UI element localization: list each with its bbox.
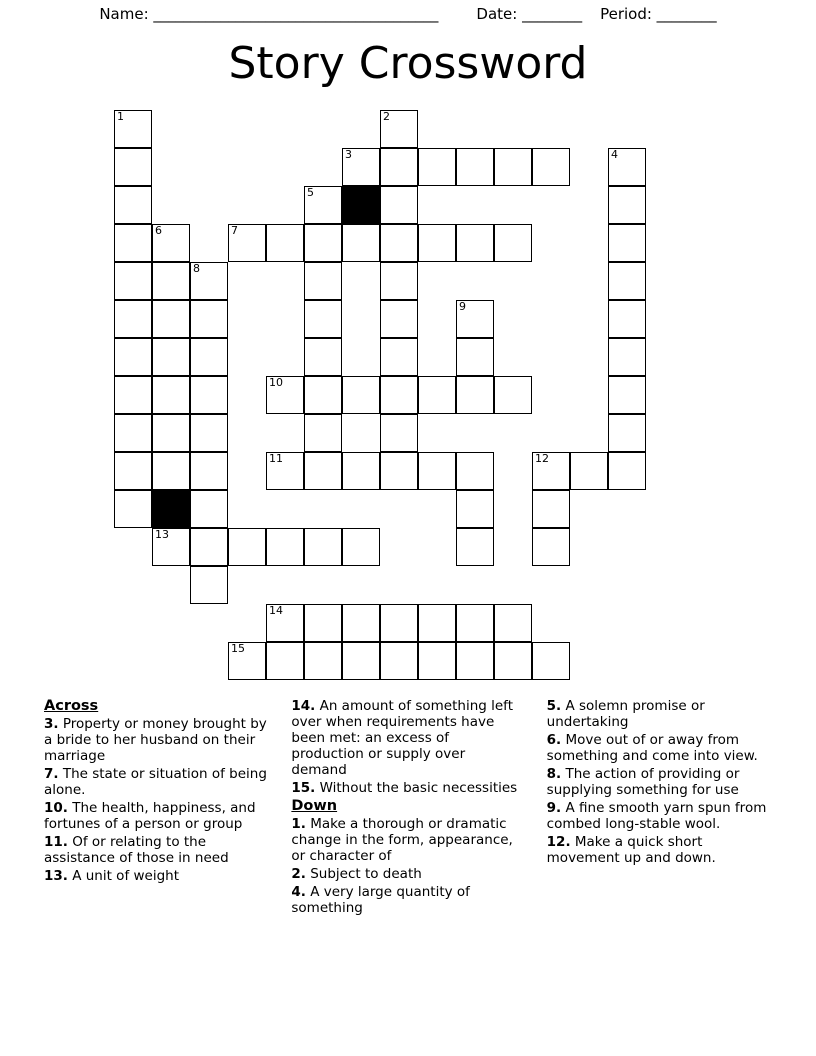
grid-cell[interactable] [152,262,190,300]
grid-cell[interactable] [114,338,152,376]
grid-cell-number: 9 [459,300,466,313]
clue-text: The health, happiness, and fortunes of a person or group [44,800,256,832]
clue-item [44,766,269,798]
grid-cell[interactable] [456,490,494,528]
grid-cell-blocked [342,186,380,224]
clue-text: A solemn promise or undertaking [546,698,705,730]
grid-cell[interactable] [342,452,380,490]
grid-cell[interactable] [456,604,494,642]
grid-cell[interactable] [380,224,418,262]
grid-cell-number: 2 [383,110,390,123]
clue-number: 4. [291,884,306,900]
grid-cell[interactable] [608,224,646,262]
grid-cell-number: 10 [269,376,283,389]
clue-number: 1. [291,816,306,832]
grid-cell[interactable] [304,186,342,224]
grid-cell-number: 1 [117,110,124,123]
grid-cell[interactable] [494,148,532,186]
grid-cell[interactable] [342,642,380,680]
grid-cell[interactable] [228,224,266,262]
grid-cell[interactable] [418,376,456,414]
date-field-label[interactable]: Date: ________ [476,5,583,23]
grid-cell[interactable] [494,376,532,414]
grid-cell[interactable] [380,642,418,680]
grid-cell[interactable] [152,338,190,376]
grid-cell[interactable] [152,528,190,566]
grid-cell-number: 6 [155,224,162,237]
grid-cell[interactable] [608,338,646,376]
grid-cell[interactable] [190,262,228,300]
grid-cell[interactable] [114,186,152,224]
grid-cell[interactable] [380,186,418,224]
clue-text: Without the basic necessities [315,780,518,796]
grid-cell-number: 7 [231,224,238,237]
grid-cell-number: 3 [345,148,352,161]
clue-item [44,868,269,884]
grid-cell[interactable] [608,186,646,224]
grid-cell-blocked [152,490,190,528]
clue-item [44,800,269,832]
page-title: Story Crossword [228,38,588,89]
grid-cell[interactable] [570,452,608,490]
clue-item [547,732,774,764]
clue-item [291,866,524,882]
grid-cell[interactable] [418,148,456,186]
grid-cell[interactable] [114,490,152,528]
grid-cell[interactable] [380,452,418,490]
grid-cell-number: 15 [231,642,245,655]
clue-number: 10. [44,800,68,816]
grid-cell[interactable] [152,300,190,338]
grid-cell[interactable] [456,224,494,262]
grid-cell[interactable] [608,414,646,452]
grid-cell[interactable] [114,262,152,300]
grid-cell[interactable] [266,604,304,642]
grid-cell[interactable] [380,376,418,414]
student-info-header [0,0,816,28]
grid-cell[interactable] [494,604,532,642]
grid-cell[interactable] [114,148,152,186]
grid-cell[interactable] [532,528,570,566]
grid-cell[interactable] [304,224,342,262]
grid-cell[interactable] [190,376,228,414]
clues-column-left [44,698,269,958]
grid-cell[interactable] [152,224,190,262]
grid-cell[interactable] [114,452,152,490]
grid-cell[interactable] [266,376,304,414]
clue-item [547,766,774,798]
clue-number: 7. [44,766,59,782]
grid-cell[interactable] [456,300,494,338]
grid-cell[interactable] [456,528,494,566]
grid-cell[interactable] [380,604,418,642]
clue-number: 15. [291,780,316,796]
grid-cell[interactable] [418,224,456,262]
grid-cell-number: 8 [193,262,200,275]
grid-cell[interactable] [494,224,532,262]
grid-cell[interactable] [532,490,570,528]
clue-item [44,716,269,764]
clues-column-right [547,698,774,958]
grid-cell-number: 13 [155,528,169,541]
grid-cell[interactable] [380,338,418,376]
grid-cell[interactable] [456,338,494,376]
grid-cell-number: 11 [269,452,283,465]
grid-cell[interactable] [190,490,228,528]
crossword-grid[interactable] [114,110,666,690]
grid-cell[interactable] [418,642,456,680]
grid-cell[interactable] [380,148,418,186]
grid-cell[interactable] [342,528,380,566]
clue-number: 9. [546,800,562,816]
grid-cell[interactable] [152,452,190,490]
clue-number: 3. [44,716,59,732]
grid-cell[interactable] [304,604,342,642]
grid-cell[interactable] [114,224,152,262]
clue-text: Move out of or away from something and come into view. [546,732,758,764]
grid-cell[interactable] [418,452,456,490]
grid-cell-number: 5 [307,186,314,199]
grid-cell[interactable] [114,414,152,452]
grid-cell[interactable] [266,452,304,490]
grid-cell[interactable] [228,528,266,566]
grid-cell-number: 4 [611,148,618,161]
grid-cell[interactable] [190,566,228,604]
grid-cell[interactable] [304,528,342,566]
clue-number: 5. [546,698,562,714]
grid-cell[interactable] [456,148,494,186]
grid-cell[interactable] [418,604,456,642]
down-heading: Down [291,798,338,814]
grid-cell[interactable] [304,414,342,452]
clue-item [291,698,524,778]
grid-cell[interactable] [266,528,304,566]
grid-cell[interactable] [266,642,304,680]
grid-cell[interactable] [152,376,190,414]
clue-number: 6. [546,732,562,748]
grid-cell[interactable] [456,376,494,414]
clue-text: A unit of weight [67,868,180,884]
clue-item [291,816,524,864]
grid-cell[interactable] [304,338,342,376]
clue-number: 8. [546,766,562,782]
grid-cell[interactable] [304,262,342,300]
grid-cell[interactable] [608,300,646,338]
clues-column-middle [291,698,524,958]
grid-cell[interactable] [190,528,228,566]
grid-cell[interactable] [304,376,342,414]
grid-cell[interactable] [608,262,646,300]
grid-cell[interactable] [456,642,494,680]
grid-cell[interactable] [608,452,646,490]
clue-text: Make a thorough or dramatic change in the form, appearance, or character of [291,816,513,864]
grid-cell[interactable] [152,414,190,452]
grid-cell[interactable] [304,300,342,338]
grid-cell[interactable] [380,300,418,338]
clue-text: Make a quick short movement up and down. [546,834,716,866]
grid-cell[interactable] [532,452,570,490]
clue-text: Subject to death [305,866,422,882]
across-heading: Across [44,698,99,714]
grid-cell[interactable] [380,110,418,148]
grid-cell[interactable] [266,224,304,262]
clue-number: 2. [291,866,306,882]
period-field-label[interactable]: Period: ________ [600,5,717,23]
grid-cell[interactable] [114,110,152,148]
clue-item [44,834,269,866]
grid-cell[interactable] [304,452,342,490]
grid-cell[interactable] [532,148,570,186]
grid-cell[interactable] [342,224,380,262]
grid-cell[interactable] [228,642,266,680]
clue-text: The action of providing or supplying something for use [546,766,740,798]
name-field-label[interactable]: Name: ______________________________________ [99,5,439,23]
clue-text: An amount of something left over when requirements have been met: an excess of production or supply over demand [291,698,513,778]
grid-cell[interactable] [190,300,228,338]
grid-cell[interactable] [304,642,342,680]
grid-cell[interactable] [456,452,494,490]
grid-cell[interactable] [532,642,570,680]
clue-text: The state or situation of being alone. [44,766,267,798]
clue-text: A very large quantity of something [291,884,470,916]
clue-number: 14. [291,698,316,714]
clue-number: 11. [44,834,68,850]
clues-section [44,698,774,958]
clue-item [291,780,524,796]
grid-cell-number: 12 [535,452,549,465]
grid-cell[interactable] [380,414,418,452]
grid-cell[interactable] [342,604,380,642]
grid-cell[interactable] [190,414,228,452]
grid-cell[interactable] [342,148,380,186]
grid-cell[interactable] [608,376,646,414]
clue-text: Of or relating to the assistance of those in need [44,834,229,866]
clue-text: A fine smooth yarn spun from combed long-stable wool. [546,800,767,832]
grid-cell[interactable] [608,148,646,186]
grid-cell[interactable] [380,262,418,300]
clue-item [547,834,774,866]
grid-cell[interactable] [114,300,152,338]
grid-cell-number: 14 [269,604,283,617]
clue-item [547,698,774,730]
clue-text: Property or money brought by a bride to her husband on their marriage [44,716,267,764]
grid-cell[interactable] [342,376,380,414]
grid-cell[interactable] [190,452,228,490]
grid-cell[interactable] [190,338,228,376]
grid-cell[interactable] [114,376,152,414]
clue-number: 12. [546,834,571,850]
clue-item [291,884,524,916]
clue-item [547,800,774,832]
clue-number: 13. [44,868,68,884]
grid-cell[interactable] [494,642,532,680]
